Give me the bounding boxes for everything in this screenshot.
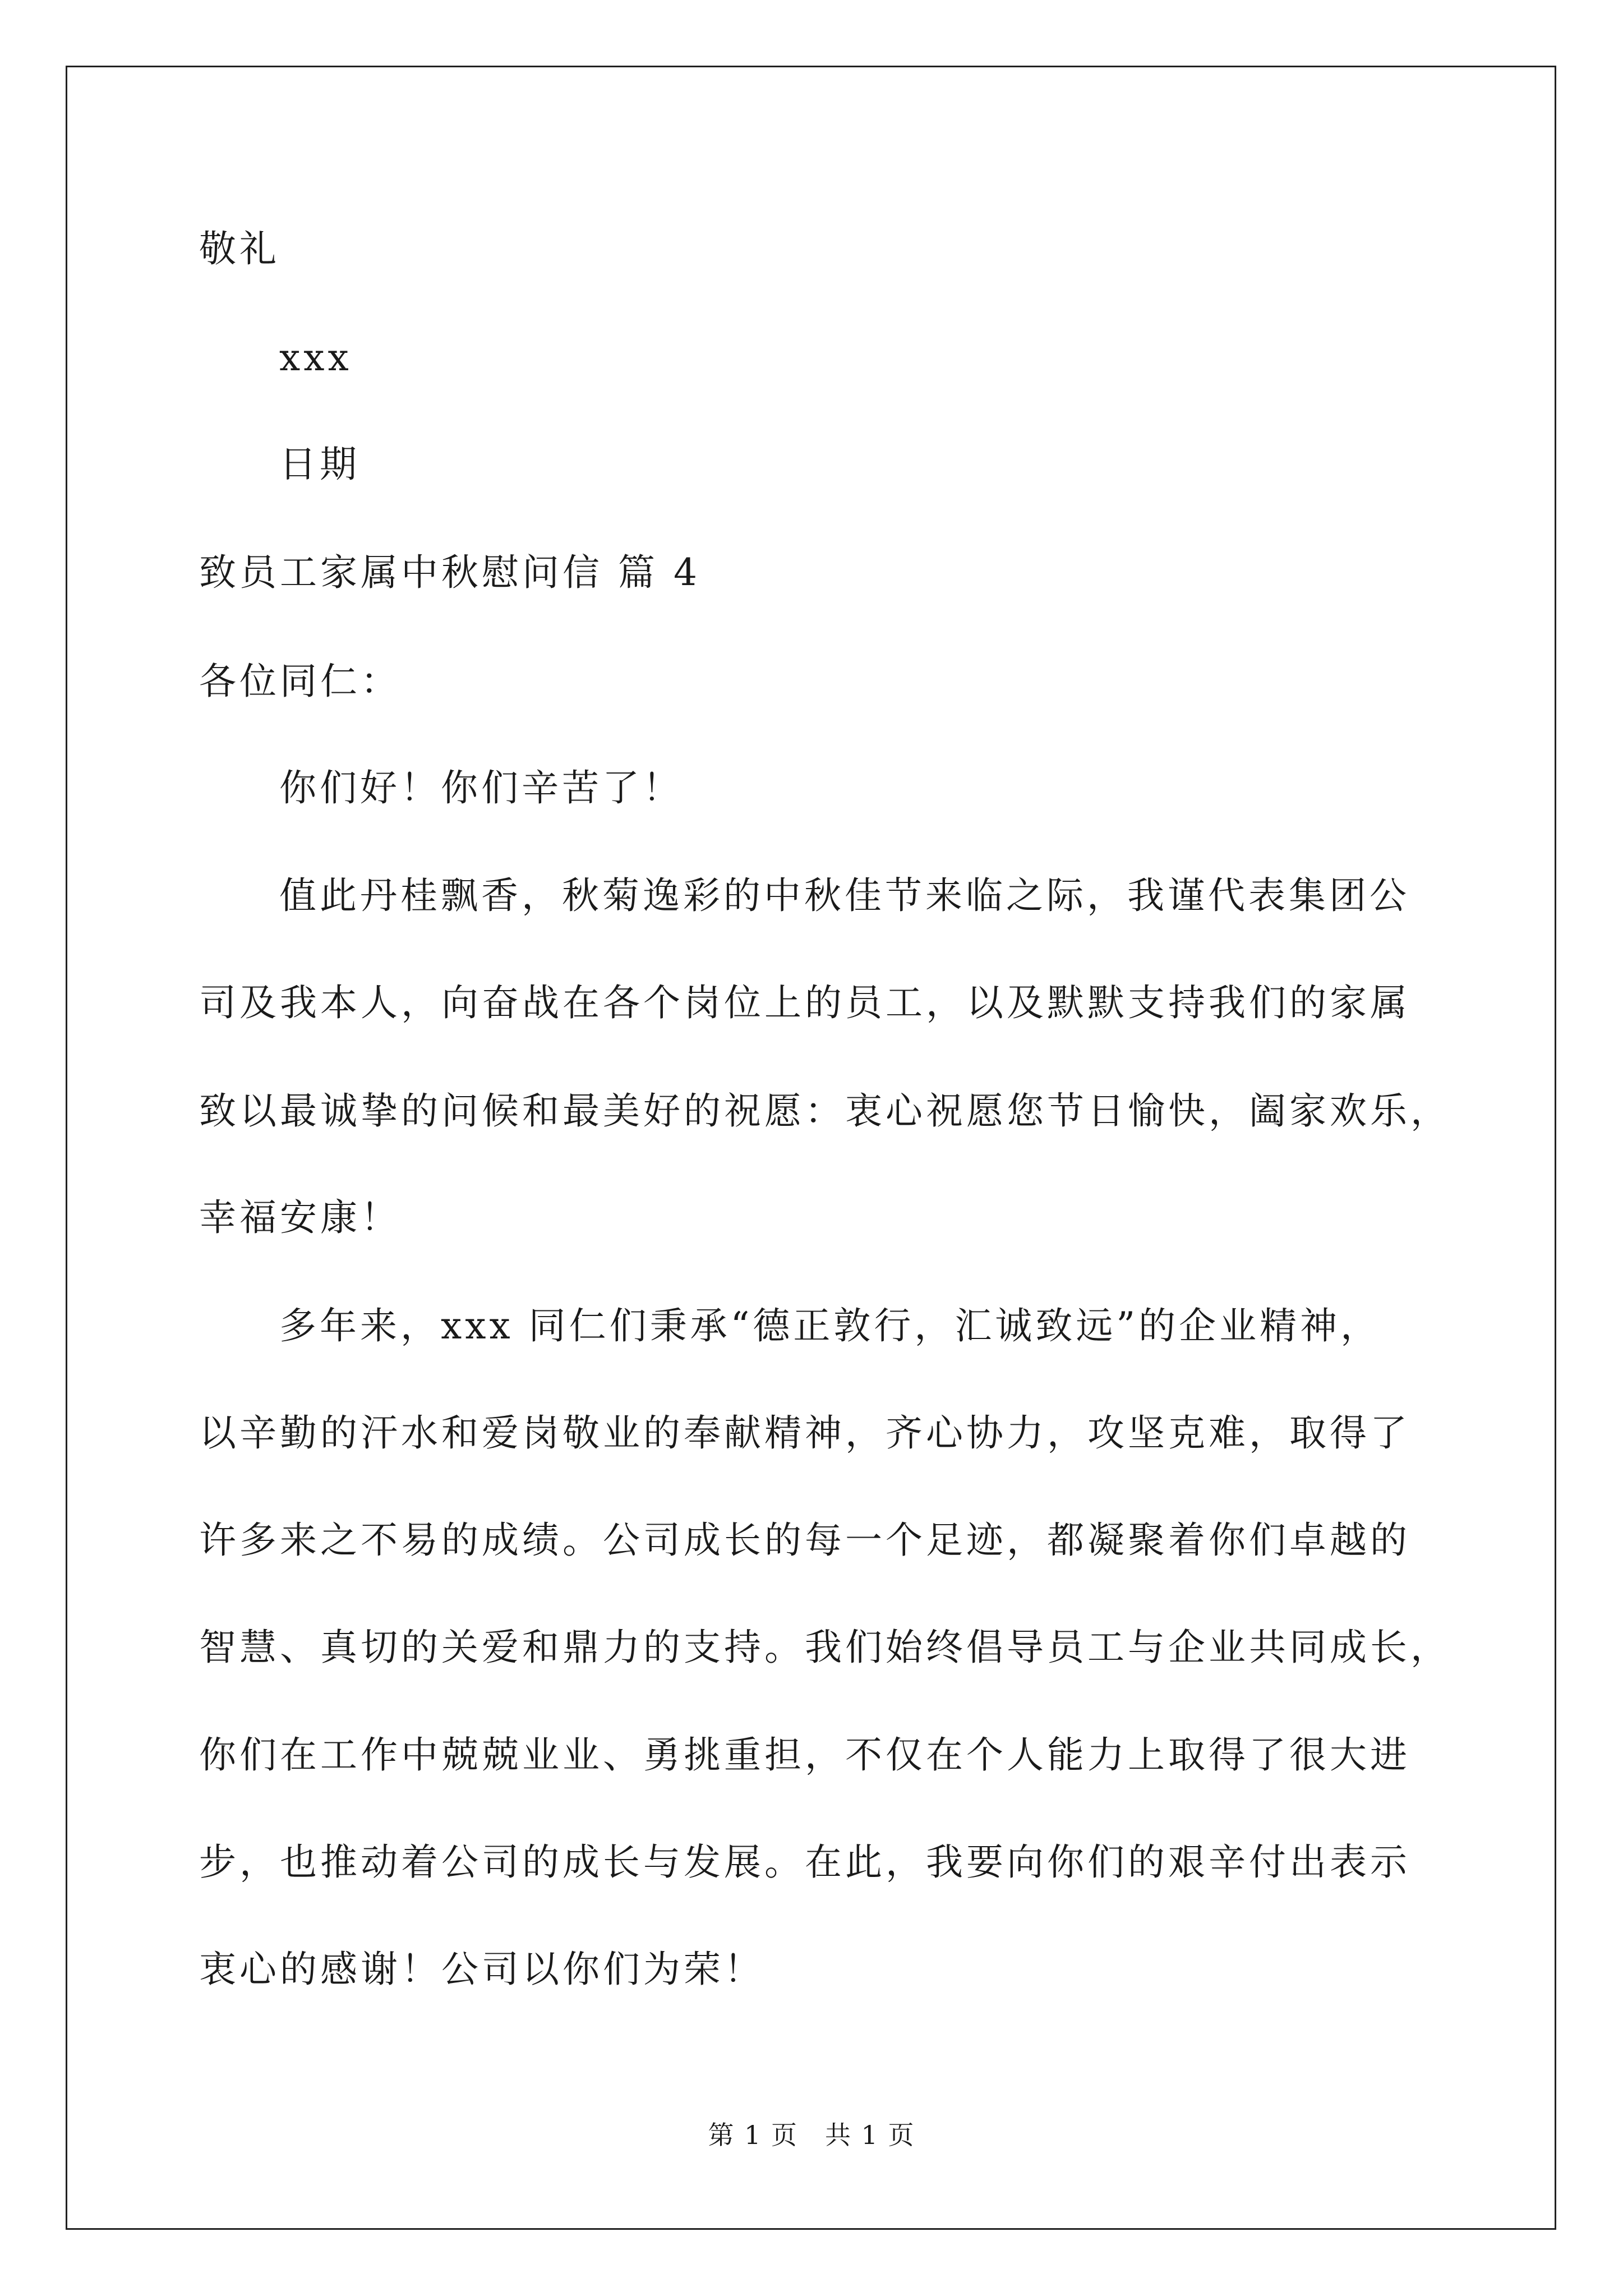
date-label: 日期 — [279, 443, 360, 486]
paragraph1-line: 致以最诚挚的问候和最美好的祝愿：衷心祝愿您节日愉快，阖家欢乐， — [199, 1089, 1451, 1133]
paragraph2-line: 许多来之不易的成绩。公司成长的每一个足迹，都凝聚着你们卓越的 — [199, 1519, 1410, 1562]
page-footer: 第 1 页 共 1 页 — [708, 2120, 915, 2150]
closing-text: 敬礼 — [199, 227, 280, 270]
page-border — [66, 66, 1556, 2230]
paragraph2-line: 你们在工作中兢兢业业、勇挑重担，不仅在个人能力上取得了很大进 — [199, 1733, 1410, 1777]
salutation: 各位同仁： — [199, 660, 401, 703]
paragraph2-line: 步，也推动着公司的成长与发展。在此，我要向你们的艰辛付出表示 — [199, 1841, 1410, 1884]
sender-name: xxx — [279, 336, 352, 379]
paragraph2-line: 智慧、真切的关爱和鼎力的支持。我们始终倡导员工与企业共同成长， — [199, 1626, 1451, 1669]
paragraph2-line: 以辛勤的汗水和爱岗敬业的奉献精神，齐心协力，攻坚克难，取得了 — [199, 1411, 1410, 1455]
paragraph1-line: 值此丹桂飘香，秋菊逸彩的中秋佳节来临之际，我谨代表集团公 — [279, 874, 1410, 917]
letter-title: 致员工家属中秋慰问信 篇 4 — [199, 551, 700, 594]
paragraph2-line: 衷心的感谢！公司以你们为荣！ — [199, 1948, 764, 1991]
paragraph1-line: 幸福安康！ — [199, 1196, 401, 1239]
paragraph1-line: 司及我本人，向奋战在各个岗位上的员工，以及默默支持我们的家属 — [199, 981, 1410, 1024]
greeting: 你们好！你们辛苦了！ — [279, 766, 683, 809]
paragraph2-line: 多年来，xxx 同仁们秉承“德正敦行，汇诚致远”的企业精神， — [279, 1304, 1381, 1347]
